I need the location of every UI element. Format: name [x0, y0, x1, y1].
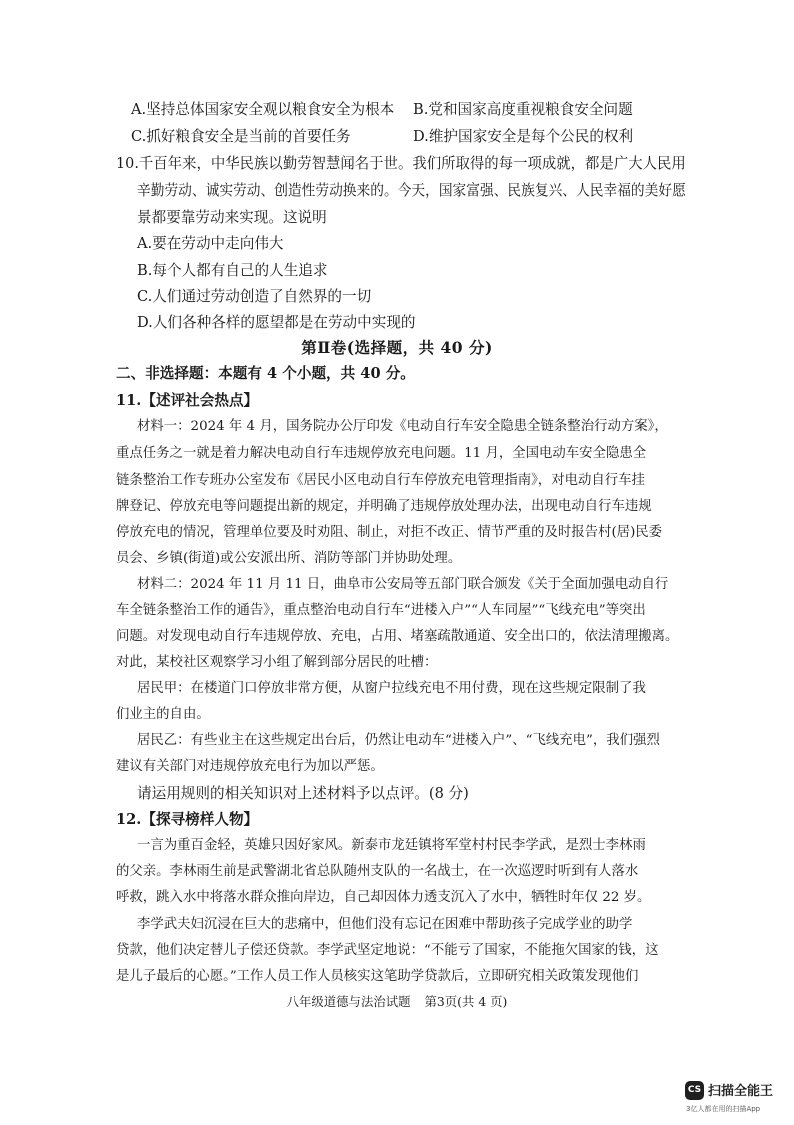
paragraph-line: 李学武夫妇沉浸在巨大的悲痛中，但他们没有忘记在困难中帮助孩子完成学业的助学: [137, 917, 633, 932]
paragraph-line: 呼救，跳入水中将落水群众推向岸边，自己却因体力透支沉入了水中，牺牲时年仅 22 岁。: [116, 890, 651, 905]
q9-option-a: A.坚持总体国家安全观以粮食安全为根本: [131, 101, 395, 118]
resident-line: 居民乙：有些业主在这些规定出台后，仍然让电动车“进楼入户”、“飞线充电”，我们强烈: [137, 733, 660, 748]
footer-subject: 八年级道德与法治试题: [286, 994, 411, 1009]
q11-task: 请运用规则的相关知识对上述材料予以点评。(8 分): [137, 785, 469, 802]
q10-stem-line: 景都要靠劳动来实现。这说明: [137, 209, 327, 226]
resident-line: 建议有关部门对违规停放充电行为加以严惩。: [116, 759, 384, 774]
material-line: 链条整治工作专班办公室发布《居民小区电动自行车停放充电管理指南》，对电动自行车挂: [116, 473, 645, 488]
q9-option-d: D.维护国家安全是每个公民的权利: [413, 128, 634, 145]
q10-option-d: D.人们各种各样的愿望都是在劳动中实现的: [137, 314, 416, 331]
q10-option-a: A.要在劳动中走向伟大: [137, 235, 284, 252]
footer-page-number: 第3页(共 4 页): [424, 994, 508, 1009]
material-line: 员会、乡镇(街道)或公安派出所、消防等部门并协助处理。: [116, 551, 462, 566]
q11-heading: 11.【述评社会热点】: [116, 392, 259, 409]
material-line: 问题。对发现电动自行车违规停放、充电，占用、堵塞疏散通道、安全出口的，依法清理搬离。: [116, 629, 679, 644]
material-line: 牌登记、停放充电等问题提出新的规定，并明确了违规停放处理办法，出现电动自行车违规: [116, 499, 652, 514]
paragraph-line: 是儿子最后的心愿。”工作人员工作人员核实这笔助学贷款后，立即研究相关政策发现他们: [116, 969, 639, 984]
material-line: 重点任务之一就是着力解决电动自行车违规停放充电问题。11 月，全国电动车安全隐患全: [116, 446, 647, 461]
q9-option-c: C.抓好粮食安全是当前的首要任务: [131, 128, 351, 145]
q10-option-b: B.每个人都有自己的人生追求: [137, 262, 328, 279]
material-line: 停放充电的情况，管理单位要及时劝阻、制止，对拒不改正、情节严重的及时报告村(居)民委: [116, 525, 663, 540]
watermark-tagline: 3亿人都在用的扫描App: [686, 1105, 761, 1113]
q10-stem-line: 10.千百年来，中华民族以勤劳智慧闻名于世。我们所取得的每一项成就，都是广大人民用: [116, 155, 686, 172]
paragraph-line: 贷款，他们决定替儿子偿还贷款。李学武坚定地说：“不能亏了国家，不能拖欠国家的钱，这: [116, 943, 659, 958]
q12-heading: 12.【探寻榜样人物】: [116, 811, 259, 828]
q10-option-c: C.人们通过劳动创造了自然界的一切: [137, 288, 372, 305]
section-title: 第Ⅱ卷(选择题，共 40 分): [301, 338, 493, 357]
material-line: 车全链条整治工作的通告》，重点整治电动自行车“进楼入户”“人车同屋”“飞线充电”等突出: [116, 603, 646, 618]
material-line: 材料二：2024 年 11 月 11 日，曲阜市公安局等五部门联合颁发《关于全面加强电动自行: [137, 577, 669, 592]
watermark-name: 扫描全能王: [708, 1084, 774, 1099]
paragraph-line: 一言为重百金轻，英雄只因好家风。新泰市龙廷镇将军堂村村民李学武，是烈士李林雨: [137, 838, 646, 853]
page-footer: [0, 993, 794, 1011]
material-line: 对此，某校社区观察学习小组了解到部分居民的吐槽：: [116, 655, 438, 670]
section-intro: 二、非选择题：本题有 4 个小题，共 40 分。: [116, 365, 415, 382]
camscanner-logo-icon: CS: [685, 1081, 704, 1100]
resident-line: 居民甲：在楼道门口停放非常方便，从窗户拉线充电不用付费，现在这些规定限制了我: [137, 681, 646, 696]
material-line: 材料一：2024 年 4 月，国务院办公厅印发《电动自行车安全隐患全链条整治行动方案》，: [137, 419, 668, 434]
resident-line: 们业主的自由。: [116, 707, 210, 722]
paragraph-line: 的父亲。李林雨生前是武警湖北省总队随州支队的一名战士，在一次巡逻时听到有人落水: [116, 864, 639, 879]
q9-option-b: B.党和国家高度重视粮食安全问题: [413, 101, 633, 118]
q10-stem-line: 辛勤劳动、诚实劳动、创造性劳动换来的。今天，国家富强、民族复兴、人民幸福的美好愿: [137, 182, 686, 199]
scanner-watermark: [685, 1078, 789, 1118]
